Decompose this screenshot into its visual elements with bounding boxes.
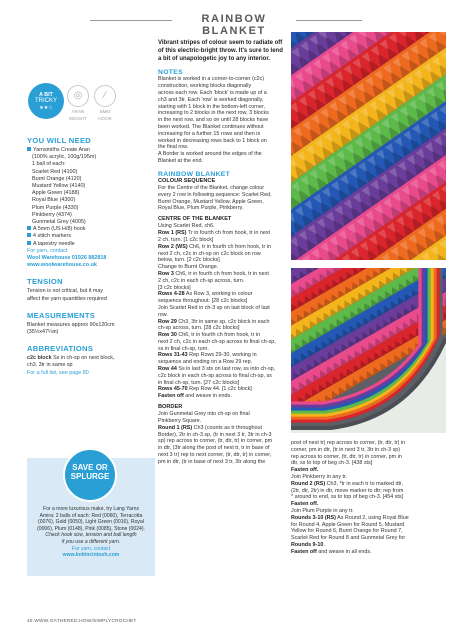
measurements-heading: MEASUREMENTS <box>27 310 96 320</box>
instruction-line: Join Scarlet Red in ch-3 sp on last block of last <box>158 304 270 311</box>
abbreviations-link[interactable]: For a full list, see page 80 <box>27 369 89 376</box>
instruction-line: Row 29 Ch3, 3tr in same sp, c2c block in each <box>158 318 270 325</box>
hook-size-label-1: 5MM <box>99 109 111 114</box>
instruction-line: next 3 tr) rep to next corner, (tr, dtr, tr) in corner, <box>158 452 272 459</box>
materials-item: Burnt Orange (4120) <box>32 175 82 182</box>
intro-text: of this electric-bright throw. It's sure to lend <box>158 47 283 54</box>
materials-item: Plum Purple (4330) <box>32 204 79 211</box>
materials-item: Scarlet Red (4100) <box>32 168 78 175</box>
blanket-photo-corner <box>291 268 446 433</box>
instruction-line: [3 c2c blocks] <box>158 284 191 291</box>
instruction-line: rep across to corner, (tr, dtr, tr) in corner, pm in <box>291 453 402 460</box>
crochet-hook-icon: ∕ <box>94 85 116 107</box>
materials-item: Royal Blue (4300) <box>32 197 76 204</box>
instruction-line: Fasten off and weave in all ends. <box>291 548 372 555</box>
save-or-splurge-text: For a more luxurious make, try Lang Yarns Amira: 2 balls of each: Red (0060), Terracotta (0076), Gold (0050), Light Green (0016), Royal (0006), Plum (0148), Pink (0085), Stone (0024). Check hook size, tension and ball length if you use a different yarn. For yarn, contact www.knitmcintosh.com <box>33 506 149 559</box>
instruction-line: construction, working blocks diagonally <box>158 83 252 90</box>
instruction-line: Row 2 (WS) Ch6, tr in fourth ch from hook, tr in <box>158 243 271 250</box>
difficulty-badge-line1: A BIT <box>39 92 53 98</box>
colour-sequence-text <box>158 185 286 212</box>
instruction-line: Change to Burnt Orange. <box>158 264 219 271</box>
instruction-line: sequence throughout. [28 c2c blocks] <box>158 298 248 305</box>
instruction-line: Row 30 Ch6, tr in fourth ch from hook, tr in <box>158 332 261 339</box>
blanket-photo-stripes <box>291 32 446 260</box>
instruction-line: in final ch-sp, turn. [27 c2c blocks] <box>158 379 240 386</box>
instruction-line: increasing for a further 15 rows and then is <box>158 130 261 137</box>
materials-item: A 5mm (US H/8) hook <box>27 226 155 233</box>
instruction-line: Rows 45-70 Rep Row 44. [1 c2c block] <box>158 386 252 393</box>
centre-heading: CENTRE OF THE BLANKET <box>158 216 232 223</box>
border-instructions <box>158 411 286 465</box>
border-heading: BORDER <box>158 404 183 411</box>
instruction-line: row. <box>158 311 168 318</box>
instruction-line: * around to end, ss to top of beg ch-3. [454 sts] <box>291 494 404 501</box>
yarn-supplier-label: For yarn, contact <box>27 247 68 254</box>
instruction-line: below, turn. [2 c2c blocks] <box>158 257 220 264</box>
instruction-line: Royal Blue, Plum Purple, Pinkberry. <box>158 205 244 212</box>
intro-text: Vibrant stripes of colour seem to radiate off <box>158 40 283 46</box>
instruction-line: Fasten off. <box>291 467 319 474</box>
intro-text: a bit of unapologetic joy to any interior. <box>158 55 271 62</box>
instruction-line: starting with 1 block in the bottom-left corner, <box>158 103 265 110</box>
measurements-text: (35½x47¼in) <box>27 329 59 336</box>
page-footer: 46 WWW.GATHERED.HOW/SIMPLYCROCHET <box>27 619 137 624</box>
you-will-need-heading: YOU WILL NEED <box>27 136 92 145</box>
instruction-line: Using Scarlet Red, ch6. <box>158 223 215 230</box>
instruction-line: dtr, ss to top of beg ch-3. [438 sts] <box>291 460 373 467</box>
right-column <box>291 440 431 556</box>
rainbow-stripes-image <box>291 32 446 260</box>
abbreviation-entry: c2c block Ss in ch-sp on next block, <box>27 355 115 362</box>
instruction-line: ss in final ch-sp, turn. <box>158 345 209 352</box>
instruction-line: Blanket is worked in a corner-to-corner (c2c) <box>158 76 265 83</box>
measurements-text: Blanket measures approx 90x120cm <box>27 321 115 328</box>
instruction-line: Border), 2tr in ch-3 sp, (tr in next 3 tr, 3tr in ch-3 <box>158 431 272 438</box>
difficulty-badge <box>28 83 64 119</box>
save-or-splurge-badge: SAVE OR SPLURGE <box>63 448 117 502</box>
instruction-line: sequence and ending on a Row 29 rep. <box>158 359 253 366</box>
instruction-line: Rounds 3-10 (RS) As Round 2, using Royal Blue <box>291 514 409 521</box>
abbreviations-heading: ABBREVIATIONS <box>27 344 94 354</box>
instruction-line: 2 ch, c2c in each ch-sp across, turn. <box>158 277 245 284</box>
instruction-line: Pinkberry Square. <box>158 418 202 425</box>
instruction-line: been worked. The Blanket continues without <box>158 123 264 130</box>
instruction-line: (2tr, dtr, 2tr) in dtr, move marker to dtr; rep from <box>291 487 404 494</box>
instruction-line: ch-sp across, turn. [28 c2c blocks] <box>158 325 240 332</box>
instruction-line: worked in decreasing rows back to 1 block on <box>158 137 267 144</box>
instruction-line: For the Centre of the Blanket, change colour <box>158 184 265 191</box>
colour-sequence-heading: COLOUR SEQUENCE <box>158 177 216 184</box>
instruction-line: Join Gunmetal Grey into ch-sp on final <box>158 411 250 418</box>
instruction-line: Fasten off. <box>291 501 319 508</box>
yarn-weight-spec <box>65 85 91 122</box>
materials-item: 1 ball of each: <box>32 161 66 168</box>
instruction-line: Scarlet Red for Round 8 and Gunmetal Grey for <box>291 535 406 542</box>
instruction-line: pm in dtr, (tr in base of next 3 tr, 3tr along the <box>158 458 266 465</box>
instruction-line: A Border is worked around the edges of the <box>158 151 262 158</box>
instruction-line: Row 44 Ss in last 3 sts on last row, ss into ch-sp, <box>158 366 276 373</box>
materials-item: (100% acrylic, 100g/195m) <box>32 154 97 161</box>
bullet-icon <box>27 226 31 230</box>
instruction-line: Burnt Orange, Mustard Yellow, Apple Green, <box>158 198 264 205</box>
instruction-line: next 2 ch, c2c in each ch-sp across to final ch-sp, <box>158 338 276 345</box>
save-or-splurge-box <box>27 458 155 576</box>
rainbow-blanket-heading: RAINBOW BLANKET <box>158 170 231 178</box>
instruction-line: corner, pm in dtr, (tr in next 3 tr, 3tr in ch-3 sp) <box>291 446 401 453</box>
instruction-line: Join Pinkberry in any tr. <box>291 473 348 480</box>
instruction-line: post of next tr) rep across to corner, (tr, dtr, tr) in <box>291 440 406 446</box>
bullet-icon <box>27 241 31 245</box>
notes-heading: NOTES <box>158 69 183 77</box>
instruction-line: Join Plum Purple in any tr. <box>291 507 354 514</box>
instruction-line: across each row. Each 'block' is made up of a <box>158 89 267 96</box>
notes-text <box>158 76 286 164</box>
instruction-line: increasing to 2 blocks in the next row, 3 blocks <box>158 110 269 117</box>
centre-instructions <box>158 223 286 400</box>
instruction-line: Blanket at the end. <box>158 157 203 164</box>
yarn-ball-icon: ◎ <box>67 85 89 107</box>
instruction-line: Round 1 (RS) Ch3 (counts as tr throughout <box>158 424 262 431</box>
header-rule-left <box>90 20 172 21</box>
instruction-line: Rounds 9-10. <box>291 541 325 548</box>
hook-size-spec <box>92 85 118 122</box>
instruction-line: Rows 31-43 Rep Rows 29-30, working in <box>158 352 257 359</box>
materials-item: Yarnsmiths Create Aran <box>27 147 155 154</box>
instruction-line: 2 ch, turn. [1 c2c block] <box>158 236 214 243</box>
yarn-weight-label-1: ARAN <box>71 109 85 114</box>
yarn-weight-label-2: WEIGHT <box>68 116 88 122</box>
blanket-corner-image <box>291 268 446 433</box>
bullet-icon <box>27 233 31 237</box>
materials-item: A tapestry needle <box>27 241 155 248</box>
instruction-line: Round 2 (RS) Ch3, *tr in each tr to marked dtr, <box>291 480 404 487</box>
tension-heading: TENSION <box>27 277 63 287</box>
instruction-line: Row 3 Ch6, tr in fourth ch from hook, tr in next <box>158 270 269 277</box>
materials-item: 4 stitch markers <box>27 233 155 240</box>
splurge-yarn-link[interactable]: www.knitmcintosh.com <box>62 552 120 559</box>
difficulty-badge-line2: TRICKY <box>34 98 57 104</box>
middle-column <box>158 40 286 466</box>
materials-item: Mustard Yellow (4140) <box>32 183 86 190</box>
abbreviation-entry: ch3, 3tr in same sp <box>27 362 73 369</box>
instruction-line: c2c block in each ch-sp across to final ch-sp, ss <box>158 372 272 379</box>
instruction-line: ch3 and 3tr. Each 'row' is worked diagonally, <box>158 96 264 103</box>
left-column <box>27 136 155 377</box>
instruction-line: every 2 row in following sequence: Scarlet Red, <box>158 191 272 198</box>
materials-item: Pinkberry (4374) <box>32 211 72 218</box>
instruction-line: next 2 ch, c2c in ch-sp on c2c block on row <box>158 250 261 257</box>
instruction-line: the final row. <box>158 144 189 151</box>
instruction-line: in the next row, and so on until 28 blocks have <box>158 117 269 124</box>
instruction-line: Yellow for Round 6, Burnt Orange for Round 7, <box>291 528 403 535</box>
materials-item: Apple Green (4188) <box>32 190 80 197</box>
header-rule-right <box>296 20 362 21</box>
materials-item: Gunmetal Grey (4005) <box>32 219 86 226</box>
hook-size-label-2: HOOK <box>98 116 112 122</box>
stripe-group <box>291 32 446 260</box>
instruction-line: Rows 4-28 As Row 3, working in colour <box>158 291 253 298</box>
tension-text: Tension is not critical, but it may <box>27 288 104 295</box>
instruction-line: Fasten off and weave in ends. <box>158 393 232 400</box>
instruction-line: Row 1 (RS) Tr in fourth ch from hook, tr in next <box>158 230 271 237</box>
bullet-icon <box>27 147 31 151</box>
yarn-supplier-link[interactable]: www.woolwarehouse.co.uk <box>27 262 97 269</box>
instruction-line: in dtr, (3tr along the post of next tr, tr in base of <box>158 445 270 452</box>
instruction-line: for Round 4, Apple Green for Round 5, Mustard <box>291 521 405 528</box>
border-instructions-continued <box>291 440 431 556</box>
difficulty-stars-icon: ★★☆ <box>39 105 53 111</box>
yarn-supplier-phone: Wool Warehouse 01926 882818 <box>27 255 107 262</box>
instruction-line: sp) rep across to corner, (tr, dtr, tr) in corner, pm <box>158 438 273 445</box>
tension-text: affect the yarn quantities required <box>27 295 107 302</box>
page-title: RAINBOW BLANKET <box>201 13 267 37</box>
